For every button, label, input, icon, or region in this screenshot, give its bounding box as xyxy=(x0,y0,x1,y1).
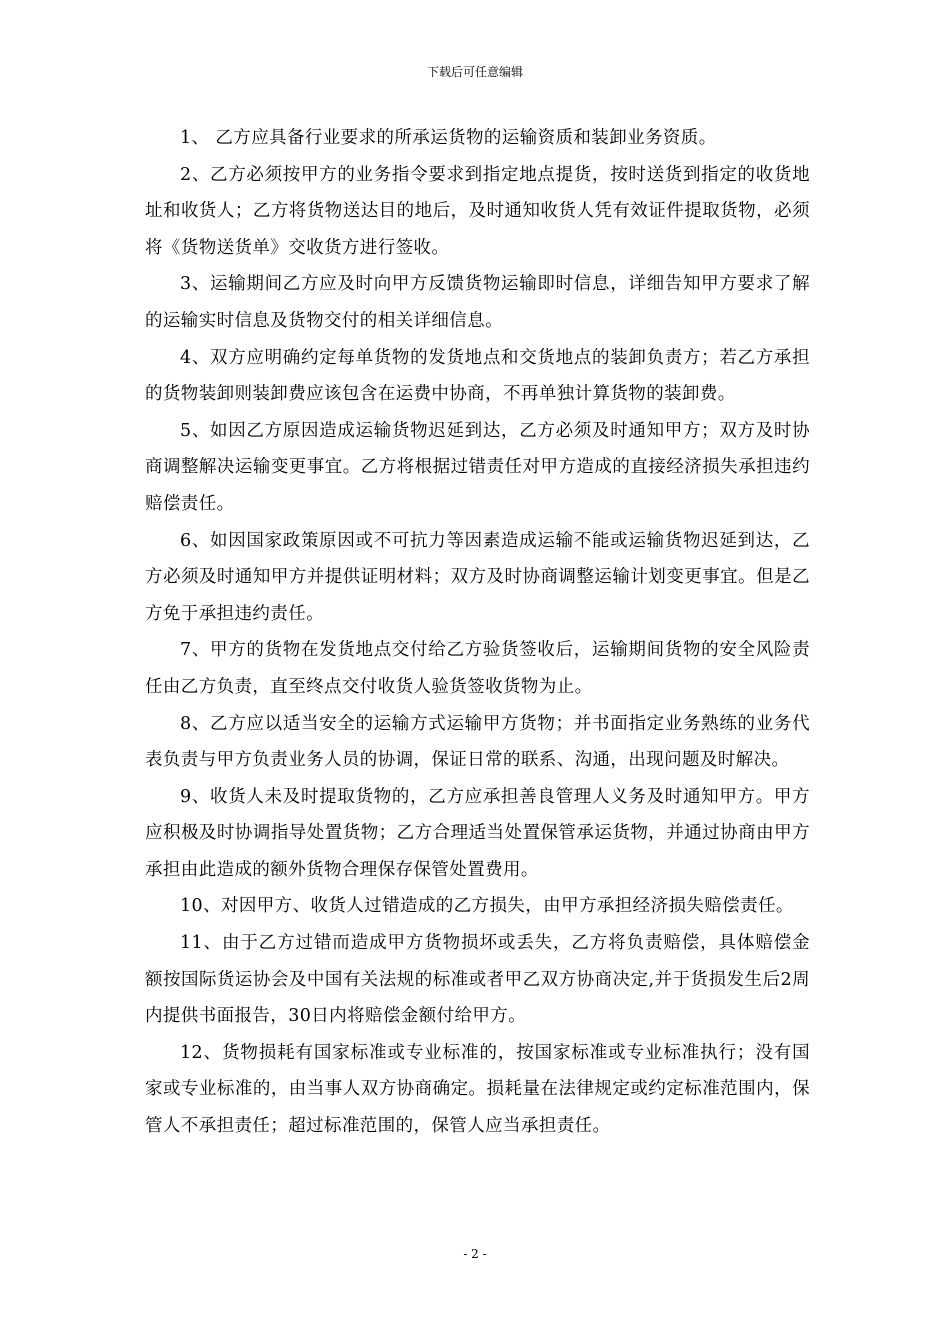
clause-5: 5、如因乙方原因造成运输货物迟延到达，乙方必须及时通知甲方；双方及时协商调整解决运输变更事宜。乙方将根据过错责任对甲方造成的直接经济损失承担违约赔偿责任。 xyxy=(145,420,810,514)
clause-6: 6、如因国家政策原因或不可抗力等因素造成运输不能或运输货物迟延到达，乙方必须及时通知甲方并提供证明材料；双方及时协商调整运输计划变更事宜。但是乙方免于承担违约责任。 xyxy=(145,530,810,624)
clause-10: 10、对因甲方、收货人过错造成的乙方损失，由甲方承担经济损失赔偿责任。 xyxy=(180,896,794,917)
page-header: 下载后可任意编辑 xyxy=(426,65,523,79)
page-number: - 2 - xyxy=(463,1247,487,1261)
clause-8: 8、乙方应以适当安全的运输方式运输甲方货物；并书面指定业务熟练的业务代表负责与甲方负责业务人员的协调，保证日常的联系、沟通，出现问题及时解决。 xyxy=(145,713,810,771)
clause-12: 12、货物损耗有国家标准或专业标准的，按国家标准或专业标准执行；没有国家或专业标准的，由当事人双方协商确定。损耗量在法律规定或约定标准范围内，保管人不承担责任；超过标准范围的，保管人应当承担责任。 xyxy=(145,1042,810,1137)
clause-1: 1、 乙方应具备行业要求的所承运货物的运输资质和装卸业务资质。 xyxy=(180,128,717,148)
clause-2: 2、乙方必须按甲方的业务指令要求到指定地点提货，按时送货到指定的收货地址和收货人；乙方将货物送达目的地后，及时通知收货人凭有效证件提取货物，必须将《货物送货单》交收货方进行签收。 xyxy=(145,164,810,258)
clause-7: 7、甲方的货物在发货地点交付给乙方验货签收后，运输期间货物的安全风险责任由乙方负责，直至终点交付收货人验货签收货物为止。 xyxy=(145,640,810,697)
document-body xyxy=(145,120,810,1145)
clause-9: 9、收货人未及时提取货物的，乙方应承担善良管理人义务及时通知甲方。甲方应积极及时协调指导处置货物；乙方合理适当处置保管承运货物，并通过协商由甲方承担由此造成的额外货物合理保存保管处置费用。 xyxy=(145,786,810,880)
clause-4: 4、双方应明确约定每单货物的发货地点和交货地点的装卸负责方；若乙方承担的货物装卸则装卸费应该包含在运费中协商，不再单独计算货物的装卸费。 xyxy=(145,347,810,405)
clause-3: 3、运输期间乙方应及时向甲方反馈货物运输即时信息，详细告知甲方要求了解的运输实时信息及货物交付的相关详细信息。 xyxy=(145,274,810,331)
clause-11: 11、由于乙方过错而造成甲方货物损坏或丢失，乙方将负责赔偿，具体赔偿金额按国际货运协会及中国有关法规的标准或者甲乙双方协商决定,并于货损发生后2周内提供书面报告，30日内将赔偿金额付给甲方。 xyxy=(145,933,810,1027)
